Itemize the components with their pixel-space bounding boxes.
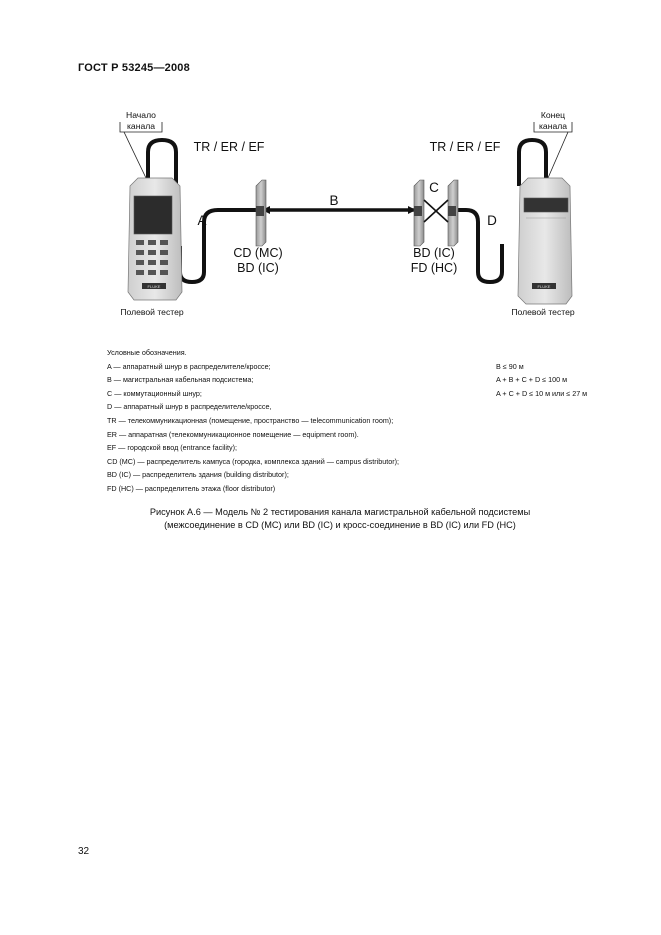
right-distribution-panel-1 — [414, 180, 424, 246]
left-tester-label: Полевой тестер — [120, 307, 184, 317]
figure-caption-line-2: (межсоединение в CD (MC) или BD (IC) и кросс-соединение в BD (IC) или FD (HC) — [164, 520, 516, 530]
legend — [107, 346, 627, 496]
legend-title: Условные обозначения. — [107, 348, 187, 357]
right-device-logo: FLUKE — [537, 284, 551, 289]
end-label-pointer — [548, 132, 568, 178]
left-field-tester — [128, 178, 182, 300]
right-field-tester — [518, 178, 572, 304]
condition-cords: A + C + D ≤ 10 м или ≤ 27 м — [496, 388, 588, 398]
legend-item-text: B — магистральная кабельная подсистема; — [107, 375, 254, 385]
page-number: 32 — [78, 846, 90, 857]
figure-caption — [80, 506, 600, 532]
right-tr-label: TR / ER / EF — [429, 140, 501, 154]
patch-cord-c — [424, 200, 448, 222]
right-panel-label-line-1: BD (IC) — [413, 246, 455, 260]
left-panel-label-line-1: CD (MC) — [233, 246, 283, 260]
left-device-logo: FLUKE — [147, 284, 161, 289]
left-tr-label: TR / ER / EF — [193, 140, 265, 154]
segment-d-label: D — [487, 213, 497, 228]
segment-a-label: A — [197, 213, 207, 228]
legend-item: BD (IC) — распределитель здания (building distributor); — [107, 470, 289, 480]
right-distribution-panel-2 — [448, 180, 458, 246]
start-label-box — [120, 110, 162, 132]
condition-total: A + B + C + D ≤ 100 м — [496, 375, 568, 385]
right-panel-label-line-2: FD (HC) — [410, 261, 458, 275]
segment-c-label: C — [429, 180, 439, 195]
legend-item: ER — аппаратная (телекоммуникационное помещение — equipment room). — [107, 429, 359, 439]
legend-item: CD (MC) — распределитель кампуса (городка, комплекса зданий — campus distributor); — [107, 456, 400, 466]
condition-b: B ≤ 90 м — [496, 361, 524, 371]
segment-b-label: B — [329, 193, 339, 208]
legend-item — [107, 387, 627, 401]
start-label-line-2: канала — [126, 121, 156, 131]
end-label-line-2: канала — [538, 121, 568, 131]
start-label-pointer — [124, 132, 146, 178]
legend-item: D — аппаратный шнур в распределителе/кроссе, — [107, 402, 272, 412]
end-label-line-1: Конец — [540, 110, 566, 120]
left-panel-label-line-2: BD (IC) — [237, 261, 279, 275]
figure-caption-line-1: Рисунок А.6 — Модель № 2 тестирования канала магистральной кабельной подсистемы — [149, 507, 531, 517]
channel-test-diagram — [0, 0, 661, 340]
right-tester-label: Полевой тестер — [511, 307, 575, 317]
legend-item-text: A — аппаратный шнур в распределителе/кроссе; — [107, 361, 271, 371]
legend-item: EF — городской ввод (entrance facility); — [107, 443, 237, 453]
legend-item: TR — телекоммуникационная (помещение, пространство — telecommunication room); — [107, 415, 394, 425]
legend-item: FD (HC) — распределитель этажа (floor distributor) — [107, 483, 276, 493]
legend-item-text: C — коммутационный шнур; — [107, 388, 202, 398]
legend-item — [107, 360, 627, 374]
end-label-box — [534, 110, 572, 132]
left-distribution-panel — [256, 180, 266, 246]
document-header: ГОСТ Р 53245—2008 — [78, 62, 190, 74]
start-label-line-1: Начало — [126, 110, 156, 120]
legend-item — [107, 373, 627, 387]
